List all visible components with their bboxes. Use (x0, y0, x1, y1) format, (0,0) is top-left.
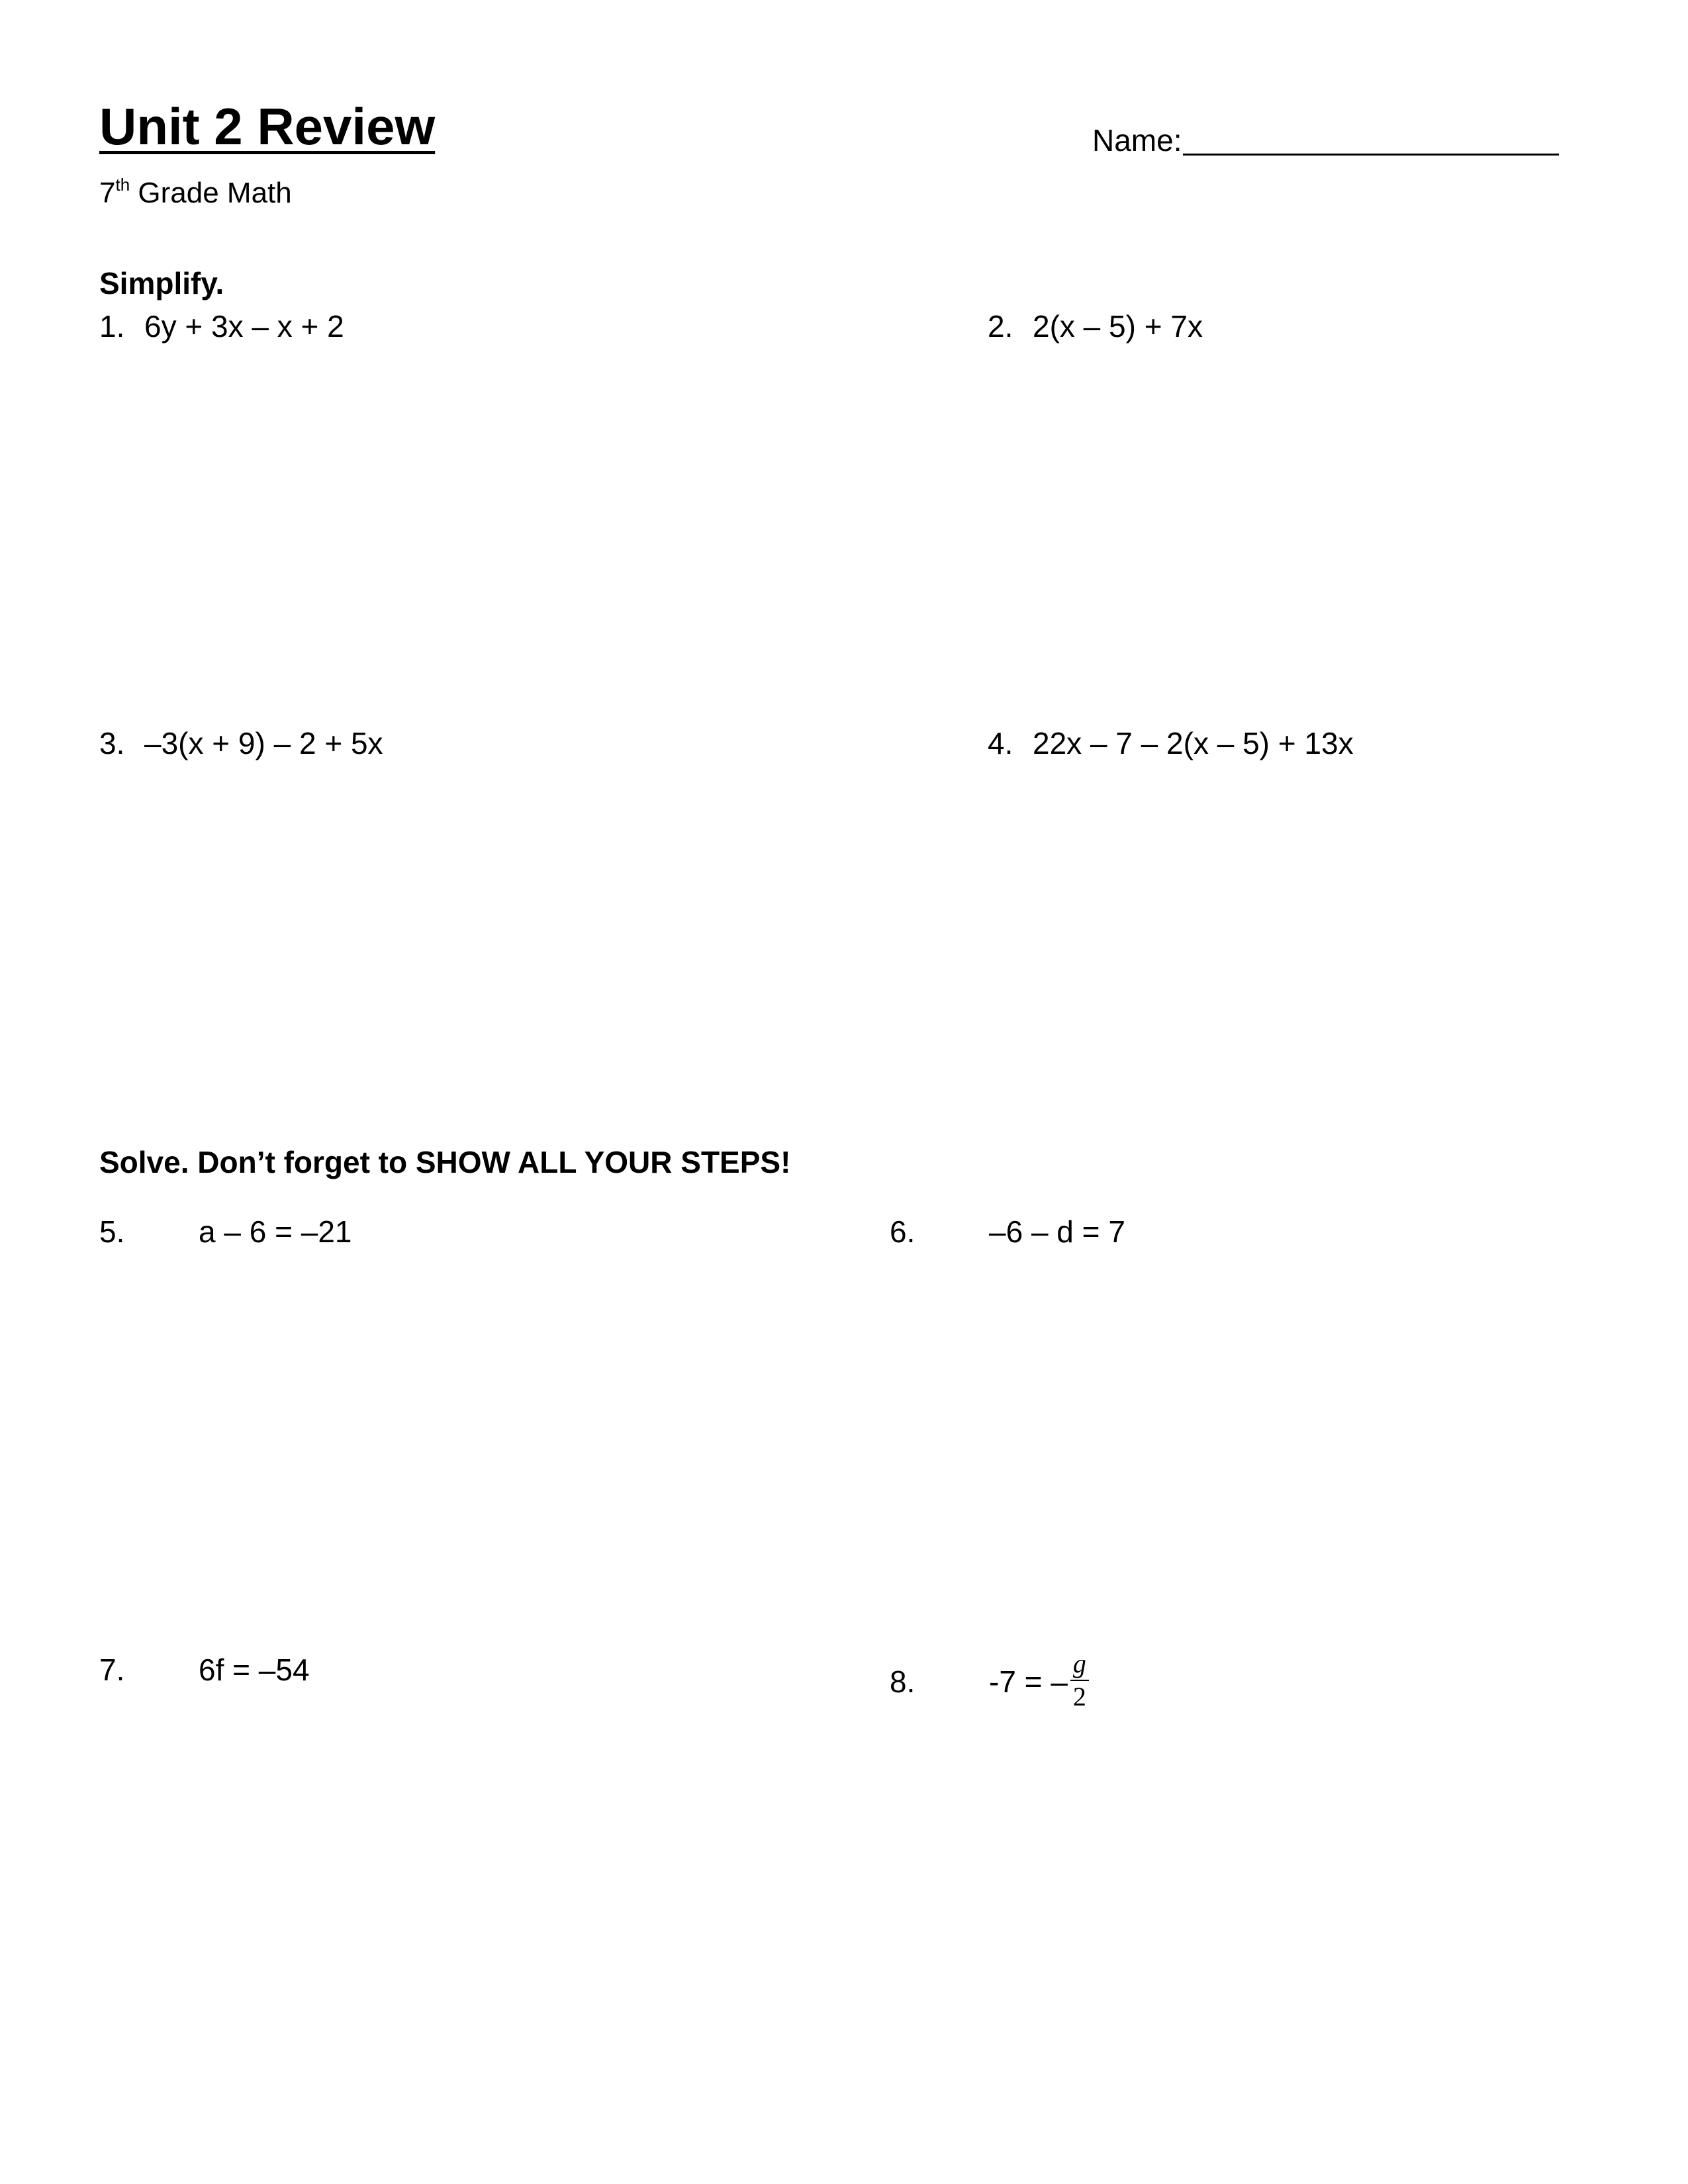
problem-number: 8. (890, 1664, 915, 1700)
grade-subject: Grade Math (130, 177, 292, 209)
simplify-heading: Simplify. (99, 266, 224, 300)
problem-6 (890, 1216, 1125, 1247)
problem-number: 4. (988, 726, 1013, 760)
problem-expression: 22x – 7 – 2(x – 5) + 13x (1033, 726, 1354, 760)
course-subtitle (99, 175, 292, 209)
name-blank-line[interactable] (1183, 123, 1559, 156)
problem-2 (988, 311, 1203, 341)
grade-ordinal-suffix: th (115, 175, 130, 195)
problem-number: 2. (988, 309, 1013, 343)
problem-expression: –6 – d = 7 (989, 1214, 1125, 1249)
problem-4 (988, 728, 1354, 758)
fraction-numerator: g (1070, 1651, 1089, 1681)
problem-number: 6. (890, 1214, 915, 1249)
problem-3 (99, 728, 383, 758)
problem-5 (99, 1216, 352, 1247)
fraction (1070, 1651, 1089, 1710)
problem-expression: 6y + 3x – x + 2 (144, 309, 344, 343)
solve-heading: Solve. Don’t forget to SHOW ALL YOUR STEPS! (99, 1145, 791, 1179)
problem-expression: a – 6 = –21 (199, 1214, 352, 1249)
problem-8 (890, 1649, 1089, 1714)
problem-1 (99, 311, 344, 341)
name-label: Name: (1092, 123, 1182, 158)
problem-number: 7. (99, 1653, 125, 1687)
problem-7 (99, 1655, 310, 1685)
problem-expression-prefix: -7 = – (989, 1664, 1068, 1700)
grade-number: 7 (99, 177, 116, 209)
fraction-denominator: 2 (1072, 1682, 1086, 1711)
problem-number: 3. (99, 726, 125, 760)
name-field[interactable] (1092, 123, 1559, 156)
page-title: Unit 2 Review (99, 97, 436, 156)
problem-number: 5. (99, 1214, 125, 1249)
problem-number: 1. (99, 309, 125, 343)
problem-expression: 2(x – 5) + 7x (1033, 309, 1203, 343)
problem-expression: –3(x + 9) – 2 + 5x (144, 726, 383, 760)
problem-expression: 6f = –54 (199, 1653, 310, 1687)
